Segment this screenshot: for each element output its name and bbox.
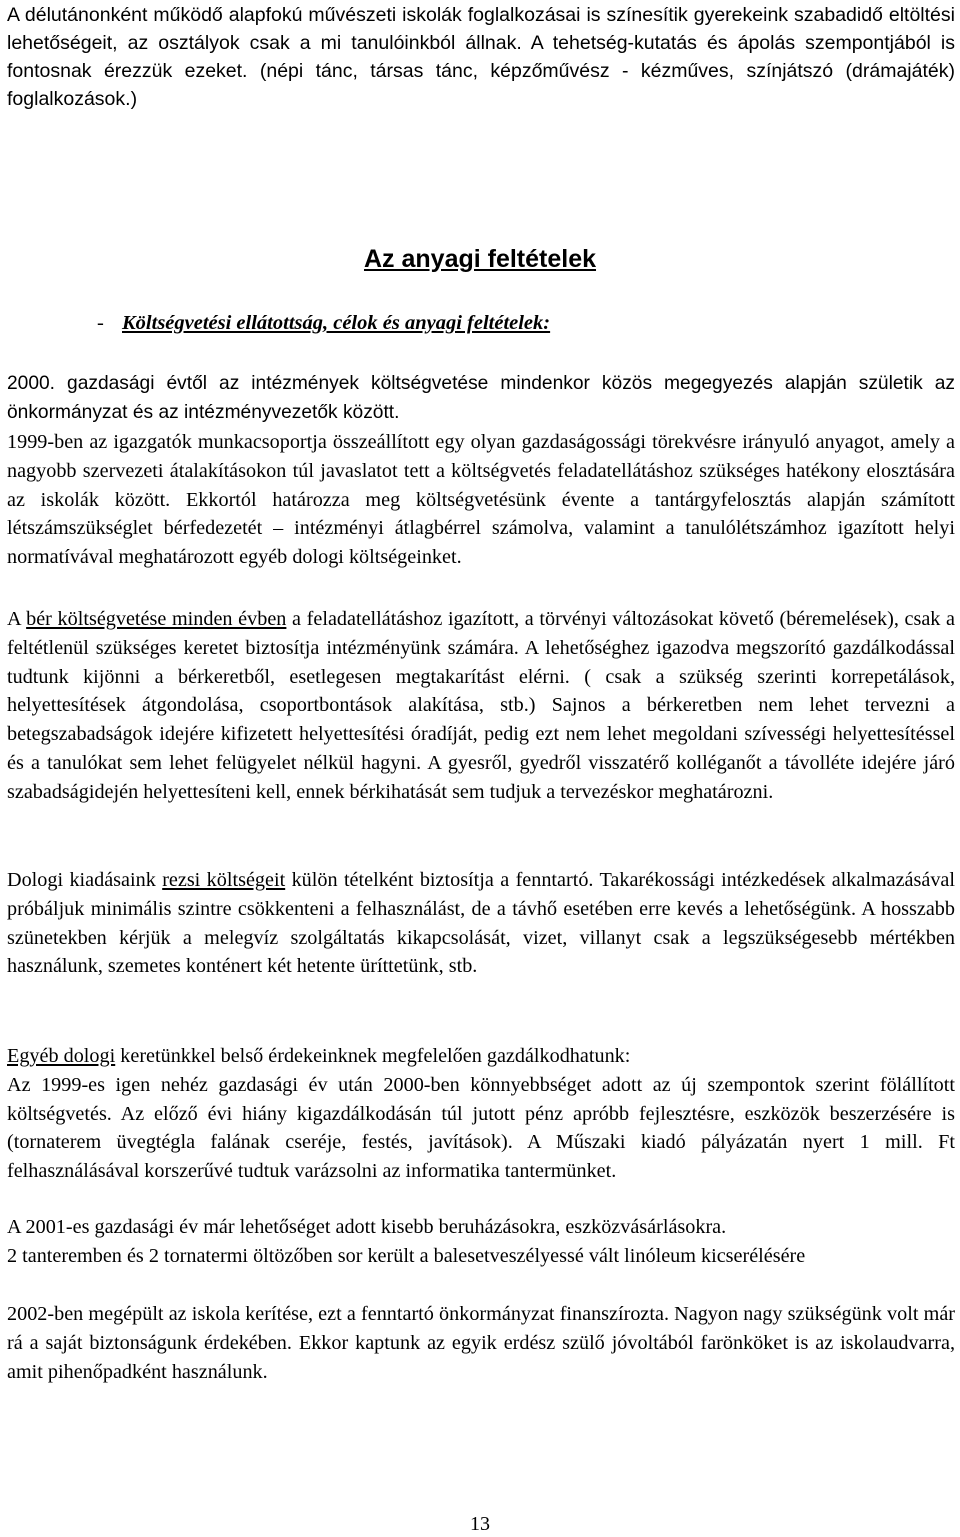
other-material-underlined: Egyéb dologi bbox=[7, 1045, 116, 1067]
section-heading: Az anyagi feltételek bbox=[363, 245, 597, 273]
subsection-heading-text: Költségvetési ellátottság, célok és anyagi feltételek: bbox=[122, 312, 551, 334]
utility-costs-underlined: rezsi költségeit bbox=[162, 869, 286, 891]
intro-paragraph: A délutánonként működő alapfokú művészeti iskolák foglalkozásai is színesítik gyerekeink szabadidő eltöltési lehetőségeit, az osztályok csak a mi tanulóinkból állnak. A tehetség-kutatás és ápolás szempontjából is fontosnak érezzük ezeket. (népi tánc, társas tánc, képzőművész - kézműves, színjátszó (drámajáték) foglalkozások.) bbox=[7, 4, 955, 110]
list-dash: - bbox=[97, 312, 104, 334]
wage-budget-prefix: A bbox=[7, 608, 27, 630]
paragraph-2002: 2002-ben megépült az iskola kerítése, ezt a fenntartó önkormányzat finanszírozta. Nagyon nagy szükségünk volt már rá a saját biztonságunk érdekében. Ekkor kaptunk az egyik erdész szülő jóvoltából farönköket is az iskolaudvarra, amit pihenőpadként használunk. bbox=[7, 1303, 955, 1383]
paragraph-other-material bbox=[7, 1042, 955, 1186]
subsection-heading bbox=[7, 312, 550, 335]
paragraph-2000: 2000. gazdasági évtől az intézmények költségvetése mindenkor közös megegyezés alapján születik az önkormányzat és az intézményvezetők között. bbox=[7, 373, 955, 423]
paragraph-classrooms: 2 tanteremben és 2 tornatermi öltözőben sor került a balesetveszélyessé vált linóleum kicserélésére bbox=[7, 1245, 806, 1267]
paragraph-1999: 1999-ben az igazgatók munkacsoportja összeállított egy olyan gazdaságossági törekvésre irányuló anyagot, amely a nagyobb szervezeti átalakításokon túl javaslatot tett a költségvetés feladatellátáshoz szükséges hatékony elosztására az iskolák között. Ekkortól határozza meg költségvetésünk évente a tantárgyfelosztás alapján számított létszámszükséglet bérfedezetét – intézményi átlagbérrel számolva, valamint a tanulólétszámhoz igazított helyi normatívával meghatározott egyéb dologi költségeinket. bbox=[7, 431, 955, 569]
other-material-body: Az 1999-es igen nehéz gazdasági év után 2000-ben könnyebbséget adott az új szempontok szerint fölállított költségvetés. Az előző évi hiány kigazdálkodásán túl jutott pénz apróbb fejlesztésre, eszközök beszerzésére is (tornaterem üvegtégla falának cseréje, festés, javítások). A Műszaki kiadó pályázatán nyert 1 mill. Ft felhasználásával korszerűvé tudtuk varázsolni az informatika tantermünket. bbox=[7, 1073, 955, 1183]
page-number: 13 bbox=[470, 1513, 490, 1535]
paragraph-2001: A 2001-es gazdasági év már lehetőséget adott kisebb beruházásokra, eszközvásárlásokra. bbox=[7, 1216, 727, 1238]
material-expenses-prefix: Dologi kiadásaink bbox=[7, 869, 163, 891]
wage-budget-underlined: bér költségvetése minden évben bbox=[26, 608, 287, 630]
wage-budget-text: a feladatellátáshoz igazított, a törvényi változásokat követő (béremelések), csak a feltétlenül szükséges keretet biztosítja intézményünk számára. A lehetőséghez igazodva megszorító gazdálkodással tudtunk kijönni a bérkeretből, esetlegesen megtakarítást elérni. ( csak a szükség szerinti korrepetálások, helyettesítések átgondolása, csoportbontások alakítása, stb.) Sajnos a bérkeretben nem lehet tervezni a betegszabadságok idejére kifizetett helyettesítési óradíját, pedig ezt nem lehet megoldani szívességi helyettesítéssel és a tanulókat sem lehet felügyelet nélkül hagyni. A gyesről, gyedről visszatérő kolléganőt a távolléte idejére járó szabadságidején helyettesíteni kell, ennek bérkihatását sem tudjuk a tervezéskor meghatározni. bbox=[7, 608, 956, 803]
other-material-intro: keretünkkel belső érdekeinknek megfelelően gazdálkodhatunk: bbox=[115, 1045, 631, 1067]
paragraph-wage-budget bbox=[7, 605, 955, 807]
material-expenses-text: külön tételként biztosítja a fenntartó. Takarékossági intézkedések alkalmazásával próbáljuk minimális szintre csökkenteni a felhasználást, de a távhő esetében erre kevés a lehetőségünk. A hosszabb szünetekben kérjük a melegvíz szolgáltatás kikapcsolását, vizet, villanyt csak a legszükségesebb mértékben használunk, szemetes konténert két hetente üríttetünk, stb. bbox=[7, 869, 955, 978]
paragraph-material-expenses bbox=[7, 866, 955, 981]
